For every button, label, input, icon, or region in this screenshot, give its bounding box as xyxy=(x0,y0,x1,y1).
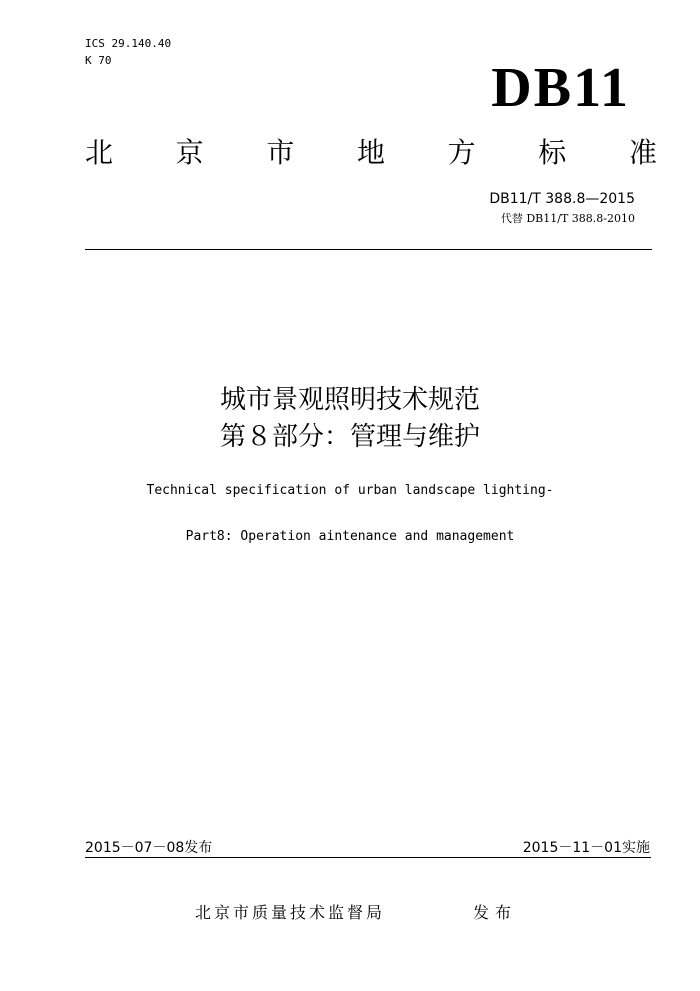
standard-type-char: 北 xyxy=(85,136,114,169)
footer-divider xyxy=(85,857,651,858)
ics-code: ICS 29.140.40 xyxy=(85,37,172,50)
replaces-standard: 代替 DB11/T 388.8-2010 xyxy=(500,212,635,225)
standard-type-char: 准 xyxy=(628,136,657,169)
header-divider xyxy=(85,249,652,250)
issue-date: 2015－07－08发布 xyxy=(85,840,213,856)
title-en-line1: Technical specification of urban landscape lighting- xyxy=(146,483,554,498)
standard-number: DB11/T 388.8—2015 xyxy=(489,191,635,207)
standard-type-char: 标 xyxy=(538,136,567,169)
standard-type-char: 市 xyxy=(266,136,295,169)
standard-type-heading xyxy=(85,135,657,171)
title-en-line2: Part8: Operation aintenance and management xyxy=(185,529,515,544)
title-zh-line1: 城市景观照明技术规范 xyxy=(219,385,480,415)
standard-logo: DB11 xyxy=(491,57,630,119)
standard-type-char: 京 xyxy=(175,136,204,169)
issued-label: 发布 xyxy=(473,903,518,922)
issuing-authority: 北京市质量技术监督局 xyxy=(195,903,386,922)
classification-code: K 70 xyxy=(85,54,112,67)
standard-type-char: 方 xyxy=(447,136,476,169)
title-zh-line2: 第８部分：管理与维护 xyxy=(219,422,480,452)
implementation-date: 2015－11－01实施 xyxy=(522,840,650,856)
standard-type-char: 地 xyxy=(356,136,385,169)
